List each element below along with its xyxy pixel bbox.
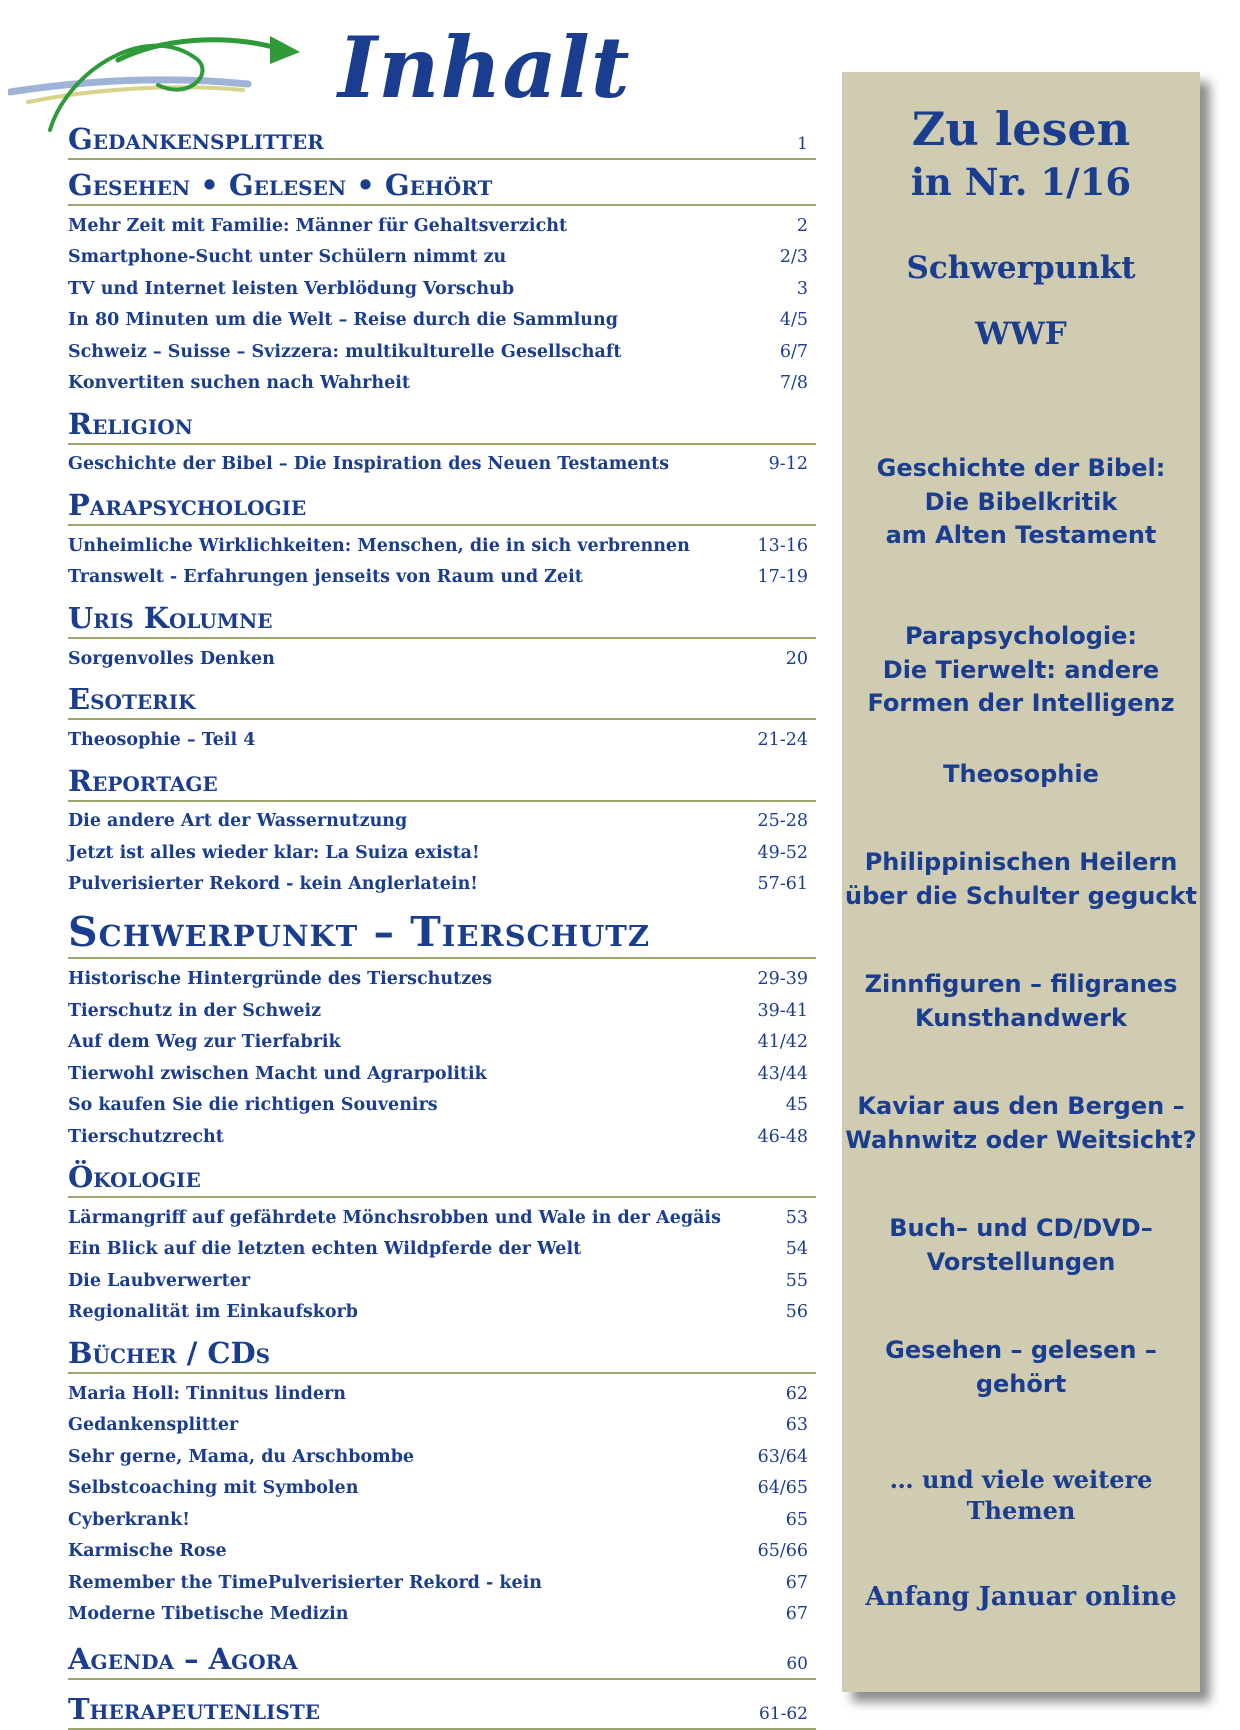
sidebar-topic-line: Parapsychologie: xyxy=(904,622,1138,650)
sidebar-topic-line: Philippinischen Heilern xyxy=(864,848,1178,876)
toc-entry-title: Historische Hintergründe des Tierschutzes xyxy=(68,969,493,990)
toc-entry[interactable] xyxy=(68,1504,816,1536)
sidebar-topic-line: Die Bibelkritik xyxy=(924,487,1118,516)
toc-entry-title: Smartphone-Sucht unter Schülern nimmt zu xyxy=(68,247,507,268)
sidebar-topic-line: Formen der Intelligenz xyxy=(867,689,1175,718)
sidebar-teaser xyxy=(842,72,1200,1692)
toc-entry-page: 3 xyxy=(796,278,808,299)
section-items xyxy=(68,530,816,593)
toc-entry-page: 9-12 xyxy=(768,454,808,475)
toc-entry-title: Auf dem Weg zur Tierfabrik xyxy=(68,1032,341,1053)
toc-entry-page: 21-24 xyxy=(757,730,808,751)
toc-entry-page: 45 xyxy=(785,1095,808,1116)
toc-entry-page: 2 xyxy=(796,215,808,236)
sidebar-topic-line: Zinnfiguren – filigranes xyxy=(864,970,1178,998)
toc-entry[interactable] xyxy=(68,1297,816,1329)
section-items xyxy=(68,210,816,399)
sidebar-more-line: … und viele weitere xyxy=(889,1465,1153,1494)
sidebar-topic[interactable] xyxy=(842,1212,1200,1279)
toc-entry-title: Die Laubverwerter xyxy=(68,1270,251,1291)
section-items xyxy=(68,806,816,901)
section-title: Schwerpunkt – Tierschutz xyxy=(68,908,651,957)
sidebar-topic-line: Theosophie xyxy=(943,760,1099,788)
toc-entry-title: Selbstcoaching mit Symbolen xyxy=(68,1478,359,1499)
sidebar-title: Zu lesen xyxy=(911,102,1131,156)
toc-entry-page: 63 xyxy=(785,1415,808,1436)
toc-entry[interactable] xyxy=(68,241,816,273)
sidebar-topic-line: am Alten Testament xyxy=(885,521,1157,550)
section-gedankensplitter[interactable] xyxy=(68,124,816,160)
sidebar-topic-line: Kunsthandwerk xyxy=(915,1003,1127,1032)
toc-entry-title: Transwelt - Erfahrungen jenseits von Raum und Zeit xyxy=(68,567,583,588)
section-items xyxy=(68,449,816,481)
toc-entry-page: 67 xyxy=(785,1604,808,1625)
sidebar-more-line: Themen xyxy=(966,1496,1076,1526)
toc-entry-title: Tierwohl zwischen Macht und Agrarpolitik xyxy=(68,1063,487,1084)
toc-entry[interactable] xyxy=(68,837,816,869)
toc-entry[interactable] xyxy=(68,562,816,594)
toc-entry[interactable] xyxy=(68,1473,816,1505)
toc-entry-title: Cyberkrank! xyxy=(68,1509,190,1530)
section-esoterik xyxy=(68,684,816,720)
section-page: 60 xyxy=(786,1654,808,1674)
toc-entry[interactable] xyxy=(68,1234,816,1266)
toc-entry-page: 54 xyxy=(785,1239,808,1260)
toc-entry-page: 25-28 xyxy=(757,811,808,832)
section-items xyxy=(68,1378,816,1630)
section-title: Religion xyxy=(68,406,193,441)
toc-entry[interactable] xyxy=(68,1089,816,1121)
toc-entry-title: Schweiz – Suisse – Svizzera: multikulturelle Gesellschaft xyxy=(68,341,622,362)
toc-entry-title: Sorgenvolles Denken xyxy=(68,648,275,669)
toc-entry[interactable] xyxy=(68,1202,816,1234)
toc-entry-page: 29-39 xyxy=(757,969,808,990)
sidebar-topic-line: Gesehen – gelesen – gehört xyxy=(885,1336,1157,1398)
sidebar-topic[interactable] xyxy=(842,452,1200,553)
toc-entry-page: 43/44 xyxy=(757,1063,808,1084)
toc-entry-title: Geschichte der Bibel – Die Inspiration des Neuen Testaments xyxy=(68,454,670,475)
toc-entry[interactable] xyxy=(68,210,816,242)
section-items xyxy=(68,724,816,756)
toc-entry-title: Karmische Rose xyxy=(68,1541,227,1562)
toc-entry-page: 41/42 xyxy=(757,1032,808,1053)
toc-entry-page: 17-19 xyxy=(757,567,808,588)
section-uris-kolumne xyxy=(68,603,816,639)
toc-entry[interactable] xyxy=(68,273,816,305)
toc-entry-page: 62 xyxy=(785,1383,808,1404)
toc-entry-title: In 80 Minuten um die Welt – Reise durch die Sammlung xyxy=(68,310,618,331)
sidebar-issue: in Nr. 1/16 xyxy=(910,160,1132,204)
sidebar-more xyxy=(842,1464,1200,1526)
toc-entry-title: Jetzt ist alles wieder klar: La Suiza exista! xyxy=(68,842,480,863)
toc-entry[interactable] xyxy=(68,1121,816,1153)
toc-entry-page: 13-16 xyxy=(757,535,808,556)
toc-entry-page: 20 xyxy=(785,648,808,669)
toc-entry-page: 6/7 xyxy=(779,341,808,362)
toc-entry-page: 46-48 xyxy=(757,1126,808,1147)
section-title: Gesehen • Gelesen • Gehört xyxy=(68,167,493,202)
toc-entry-page: 56 xyxy=(785,1302,808,1323)
toc-entry-title: TV und Internet leisten Verblödung Vorschub xyxy=(68,278,515,299)
section-religion xyxy=(68,406,816,445)
toc-entry[interactable] xyxy=(68,869,816,901)
sidebar-topic[interactable] xyxy=(842,758,1200,792)
toc-entry[interactable] xyxy=(68,1378,816,1410)
toc-entry[interactable] xyxy=(68,530,816,562)
section-oekologie xyxy=(68,1162,816,1198)
toc-entry-title: Remember the TimePulverisierter Rekord - kein xyxy=(68,1572,542,1593)
toc-entry[interactable] xyxy=(68,1441,816,1473)
sidebar-topic-line: Kaviar aus den Bergen – xyxy=(857,1092,1185,1120)
sidebar-online: Anfang Januar online xyxy=(865,1582,1177,1612)
section-title: Gedankensplitter xyxy=(68,122,324,156)
sidebar-schwerpunkt-label: Schwerpunkt xyxy=(906,250,1136,286)
toc-entry-title: Gedankensplitter xyxy=(68,1415,239,1436)
section-page: 1 xyxy=(797,133,808,154)
toc-entry[interactable] xyxy=(68,449,816,481)
toc-entry-page: 63/64 xyxy=(757,1446,808,1467)
toc-entry-title: Tierschutzrecht xyxy=(68,1126,224,1147)
toc-entry[interactable] xyxy=(68,1536,816,1568)
toc-entry[interactable] xyxy=(68,806,816,838)
sidebar-topic[interactable] xyxy=(842,968,1200,1035)
toc-entry-title: Unheimliche Wirklichkeiten: Menschen, die in sich verbrennen xyxy=(68,535,690,556)
toc-entry-page: 39-41 xyxy=(757,1000,808,1021)
toc-entry[interactable] xyxy=(68,1026,816,1058)
toc-entry-page: 65 xyxy=(785,1509,808,1530)
section-title: Uris Kolumne xyxy=(68,601,273,636)
toc-entry[interactable] xyxy=(68,724,816,756)
toc-entry[interactable] xyxy=(68,963,816,995)
section-title: Esoterik xyxy=(68,682,196,717)
toc-entry-page: 64/65 xyxy=(757,1478,808,1499)
toc-entry[interactable] xyxy=(68,336,816,368)
sidebar-topic-line: Buch– und CD/DVD– xyxy=(889,1214,1153,1242)
toc-entry-title: Mehr Zeit mit Familie: Männer für Gehaltsverzicht xyxy=(68,215,568,236)
toc-entry-page: 55 xyxy=(785,1270,808,1291)
table-of-contents xyxy=(68,124,816,1730)
sidebar-topic-line: Vorstellungen xyxy=(926,1247,1116,1276)
toc-entry-title: Die andere Art der Wassernutzung xyxy=(68,811,408,832)
section-buecher xyxy=(68,1338,816,1374)
toc-entry-title: So kaufen Sie die richtigen Souvenirs xyxy=(68,1095,438,1116)
sidebar-topic-line: Geschichte der Bibel: xyxy=(876,454,1166,482)
section-title: Ökologie xyxy=(68,1160,201,1195)
toc-entry[interactable] xyxy=(68,1599,816,1631)
sidebar-topic[interactable] xyxy=(842,620,1200,721)
section-reportage xyxy=(68,763,816,802)
sidebar-topic-line: Die Tierwelt: andere xyxy=(882,655,1160,684)
sidebar-topic-line: Wahnwitz oder Weitsicht? xyxy=(845,1125,1197,1154)
toc-entry-page: 67 xyxy=(785,1572,808,1593)
toc-entry-title: Konvertiten suchen nach Wahrheit xyxy=(68,373,410,394)
toc-entry-page: 2/3 xyxy=(779,247,808,268)
toc-entry-title: Theosophie – Teil 4 xyxy=(68,730,256,751)
section-items xyxy=(68,1202,816,1328)
section-page: 61-62 xyxy=(758,1703,808,1724)
section-title: Agenda – Agora xyxy=(68,1642,298,1677)
sidebar-topic[interactable] xyxy=(842,846,1200,913)
toc-entry-title: Moderne Tibetische Medizin xyxy=(68,1604,349,1625)
section-title: Reportage xyxy=(68,763,218,798)
sidebar-topic[interactable] xyxy=(842,1334,1200,1401)
section-title: Therapeutenliste xyxy=(68,1692,320,1726)
toc-entry-title: Ein Blick auf die letzten echten Wildpferde der Welt xyxy=(68,1239,582,1260)
toc-entry-page: 7/8 xyxy=(779,373,808,394)
toc-entry-title: Sehr gerne, Mama, du Arschbombe xyxy=(68,1446,415,1467)
toc-entry-title: Pulverisierter Rekord - kein Anglerlatein! xyxy=(68,874,478,895)
page-title: Inhalt xyxy=(338,18,631,117)
section-title: Parapsychologie xyxy=(68,488,307,523)
toc-entry[interactable] xyxy=(68,995,816,1027)
section-schwerpunkt xyxy=(68,910,816,959)
toc-entry-page: 49-52 xyxy=(757,842,808,863)
toc-entry-title: Regionalität im Einkaufskorb xyxy=(68,1302,358,1323)
sidebar-topic[interactable] xyxy=(842,1090,1200,1157)
toc-entry[interactable] xyxy=(68,643,816,675)
section-parapsychologie xyxy=(68,490,816,526)
toc-entry[interactable] xyxy=(68,1567,816,1599)
toc-entry[interactable] xyxy=(68,1265,816,1297)
section-items xyxy=(68,963,816,1152)
toc-entry-title: Tierschutz in der Schweiz xyxy=(68,1000,322,1021)
section-items xyxy=(68,643,816,675)
toc-entry[interactable] xyxy=(68,1058,816,1090)
section-agenda[interactable] xyxy=(68,1644,816,1680)
toc-entry[interactable] xyxy=(68,304,816,336)
toc-entry[interactable] xyxy=(68,1410,816,1442)
toc-entry-page: 57-61 xyxy=(757,874,808,895)
toc-entry-title: Lärmangriff auf gefährdete Mönchsrobben und Wale in der Aegäis xyxy=(68,1207,721,1228)
toc-entry-title: Maria Holl: Tinnitus lindern xyxy=(68,1383,346,1404)
toc-entry-page: 65/66 xyxy=(757,1541,808,1562)
toc-entry[interactable] xyxy=(68,367,816,399)
sidebar-topic-line: über die Schulter geguckt xyxy=(844,881,1197,910)
section-title: Bücher / CDs xyxy=(68,1336,271,1371)
toc-entry-page: 53 xyxy=(785,1207,808,1228)
toc-entry-page: 4/5 xyxy=(779,310,808,331)
section-gesehen xyxy=(68,167,816,206)
sidebar-schwerpunkt-value: WWF xyxy=(975,316,1067,352)
